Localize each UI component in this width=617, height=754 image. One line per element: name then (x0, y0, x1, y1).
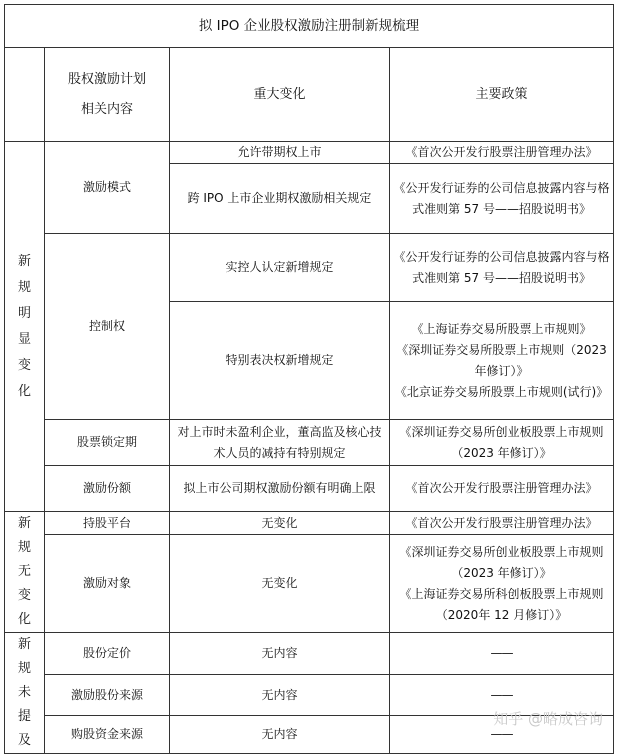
row-label: 持股平台 (45, 512, 170, 535)
row-label: 股票锁定期 (45, 420, 170, 466)
header-change: 重大变化 (170, 48, 390, 142)
policy-line: 《深圳证券交易所创业板股票上市规则（2023 年修订）》 (399, 544, 604, 580)
table-row (5, 535, 614, 633)
table-row (5, 633, 614, 675)
watermark: 知乎 @略成咨询 (493, 710, 603, 728)
policy-cell: 《首次公开发行股票注册管理办法》 (390, 512, 614, 535)
table-row (5, 142, 614, 164)
row-label: 购股资金来源 (45, 716, 170, 754)
change-cell: 跨 IPO 上市企业期权激励相关规定 (170, 164, 390, 234)
row-label: 控制权 (45, 234, 170, 420)
policy-cell: —— (390, 716, 614, 754)
group-label-unchanged: 新 规 无 变 化 (5, 512, 45, 633)
header-blank (5, 48, 45, 142)
table-row (5, 466, 614, 512)
policy-cell (390, 535, 614, 633)
policy-cell: 《首次公开发行股票注册管理办法》 (390, 466, 614, 512)
policy-table (4, 4, 614, 754)
change-cell: 拟上市公司期权激励份额有明确上限 (170, 466, 390, 512)
title-row (5, 5, 614, 48)
table-row (5, 512, 614, 535)
header-policy: 主要政策 (390, 48, 614, 142)
table-row (5, 420, 614, 466)
policy-cell: 《深圳证券交易所创业板股票上市规则（2023 年修订）》 (390, 420, 614, 466)
change-cell: 实控人认定新增规定 (170, 234, 390, 302)
change-cell: 无内容 (170, 716, 390, 754)
change-cell: 无内容 (170, 674, 390, 716)
policy-cell: —— (390, 674, 614, 716)
policy-line: 《北京证券交易所股票上市规则(试行)》 (394, 384, 609, 399)
policy-cell: 《首次公开发行股票注册管理办法》 (390, 142, 614, 164)
header-row (5, 48, 614, 142)
row-label: 股份定价 (45, 633, 170, 675)
change-cell: 无变化 (170, 535, 390, 633)
policy-cell: 《公开发行证券的公司信息披露内容与格式准则第 57 号——招股说明书》 (390, 234, 614, 302)
policy-cell: —— (390, 633, 614, 675)
policy-line: 《上海证券交易所科创板股票上市规则（2020年 12 月修订）》 (399, 586, 604, 622)
table-title: 拟 IPO 企业股权激励注册制新规梳理 (5, 5, 614, 48)
policy-cell: 《公开发行证券的公司信息披露内容与格式准则第 57 号——招股说明书》 (390, 164, 614, 234)
policy-line: 《上海证券交易所股票上市规则》 (411, 321, 592, 336)
row-label: 激励对象 (45, 535, 170, 633)
change-cell: 对上市时未盈利企业，董高监及核心技术人员的减持有特别规定 (170, 420, 390, 466)
row-label: 激励份额 (45, 466, 170, 512)
change-cell: 允许带期权上市 (170, 142, 390, 164)
group-label-not-mentioned: 新 规 未 提 及 (5, 633, 45, 754)
policy-line: 《深圳证券交易所股票上市规则（2023 年修订）》 (396, 342, 607, 378)
change-cell: 无内容 (170, 633, 390, 675)
change-cell: 无变化 (170, 512, 390, 535)
policy-cell (390, 302, 614, 420)
row-label: 激励股份来源 (45, 674, 170, 716)
group-label-obvious: 新 规 明 显 变 化 (5, 142, 45, 512)
table-row (5, 234, 614, 302)
change-cell: 特别表决权新增规定 (170, 302, 390, 420)
header-content: 股权激励计划 相关内容 (45, 48, 170, 142)
row-label: 激励模式 (45, 142, 170, 234)
